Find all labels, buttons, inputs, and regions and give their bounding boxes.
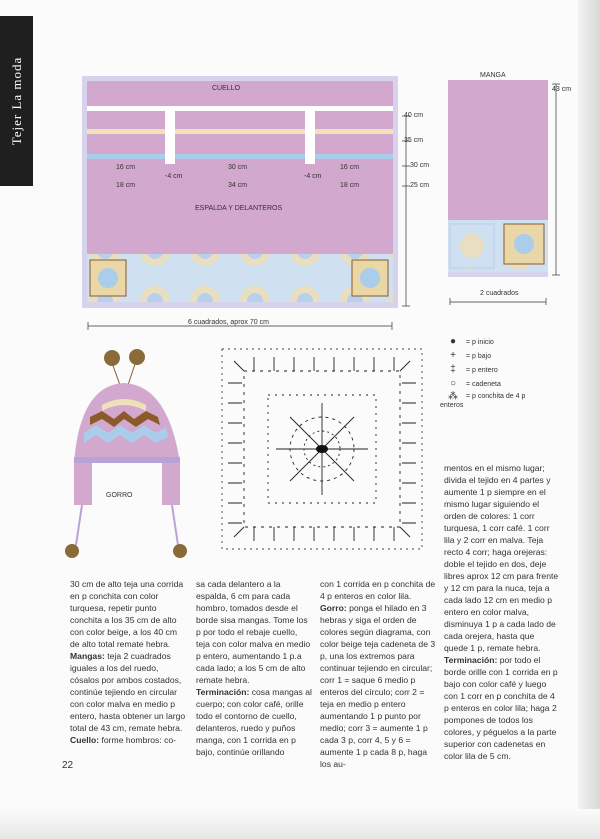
page-bottom-shadow: [0, 809, 600, 839]
gorro-heading: Gorro:: [320, 603, 347, 613]
plus-icon: +: [450, 350, 456, 361]
body-lace-right: [393, 76, 398, 308]
minus-left: -4 cm: [165, 173, 183, 180]
height-40: 40 cm: [404, 112, 424, 119]
squares-row: [87, 254, 393, 302]
cuello-label: CUELLO: [212, 85, 241, 92]
text-column-2: sa cada delantero a la espalda, 6 cm para cada hombro, tomados desde el borde sisa mangas. Tome los p por todo el rebaje cuello, teja con color malva en medio p entero, aumentando 1 p.a cada lado; a los 5 cm de alto remate hebra. Terminación: cosa mangas al cuerpo; con color café, orille todo el contorno de cuello, delanteros, ruedo y puños manga, con 1 corrida en p bajo, continúe orillando: [196, 579, 312, 757]
col2-para1: sa cada delantero a la espalda, 6 cm para cada hombro, tomados desde el borde sisa mangas. Tome los p por todo el rebaje cuello, teja con color malva en medio p entero, aumentando 1 p.a cada lado; a los 5 cm de alto remate hebra.: [196, 579, 311, 685]
terminacion-heading-1: Terminación:: [196, 687, 250, 697]
body-lace-top: [82, 76, 398, 81]
width-total: 6 cuadrados, aprox 70 cm: [188, 319, 269, 326]
pompom-left: [104, 350, 120, 366]
terminacion-heading-2: Terminación:: [444, 655, 498, 665]
height-30: 30 cm: [410, 162, 430, 169]
manga-diagram: [444, 80, 574, 305]
top-width-left: 16 cm: [116, 164, 136, 171]
bottom-width-left: 18 cm: [116, 182, 136, 189]
legend-p-conchita: ⁂ = p conchita de 4 p enteros: [440, 391, 526, 409]
col3-para1: con 1 corrida en p conchita de 4 p enteros en color lila.: [320, 579, 436, 601]
col1-para1: 30 cm de alto teja una corrida en p conchita con color turquesa, repetir punto conchita a los 35 cm de alto con color beige, a los 40 cm de alto total remate hebra.: [70, 579, 184, 649]
hat-label: GORRO: [106, 492, 133, 499]
text-column-1: 30 cm de alto teja una corrida en p conchita con color turquesa, repetir punto conchita a los 35 cm de alto con color beige, a los 40 cm de alto total remate hebra. Mangas: teja 2 cuadrados iguales a los del ruedo, cósalos por ambos costados, continúe tejiendo en circular con color malva en medio p entero, hasta obtener un largo total de 43 cm, remate hebra. Cuello: forme hombros: co-: [70, 579, 186, 745]
body-lace-left: [82, 76, 87, 308]
top-width-right: 16 cm: [340, 164, 360, 171]
text-column-4: mentos en el mismo lugar; divida el tejido en 4 partes y aumente 1 p siempre en el mismo lugar siguiendo el orden de colores: 1 corr turquesa, 1 corr café. 1 corr lila y 2 corr en malva. Teja recto 4 corr; haga orejeras: doble el tejido en dos, deje libres aprox 12 cm para frente y 12 cm para la nuca, teja a cada lado 12 cm en medio p entero en color malva, disminuya 1 p a cada lado de cada orejera, hasta que quede 1 p, remate hebra. Terminación: por todo el borde orille con 1 corrida en p bajo con color café y luego con 1 corr en p conchita de 4 p enteros en color lila; haga 2 pompones de todos los colores, y péguelos a la parte superior con cadenetas en color lila de 5 cm.: [444, 463, 559, 761]
bottom-width-center: 34 cm: [228, 182, 248, 189]
espalda-label: ESPALDA Y DELANTEROS: [195, 205, 283, 212]
shell-stitch-icon: ⁂: [448, 391, 458, 402]
height-25: 25 cm: [410, 182, 430, 189]
hat-illustration: [62, 345, 192, 565]
cuello-heading: Cuello:: [70, 735, 100, 745]
legend-p-entero: ‡ = p entero: [440, 364, 498, 375]
height-35: 35 cm: [404, 137, 424, 144]
manga-height: 43 cm: [552, 86, 572, 93]
double-crochet-icon: ‡: [450, 364, 456, 375]
legend-p-inicio: ● = p inicio: [440, 336, 494, 347]
crochet-stitch-chart: [214, 343, 432, 555]
bottom-width-right: 18 cm: [340, 182, 360, 189]
page-number: 22: [62, 760, 74, 771]
legend-cadeneta: ○ = cadeneta: [440, 378, 501, 389]
page-edge-shadow: [578, 0, 600, 839]
pompom-ear-left: [65, 544, 79, 558]
col4-para1: mentos en el mismo lugar; divida el tejido en 4 partes y aumente 1 p siempre en el mismo lugar siguiendo el orden de colores: 1 corr turquesa, 1 corr café. 1 corr lila y 2 corr en malva. Teja recto 4 corr; haga orejeras: doble el tejido en dos, deje libres aprox 12 cm para frente y 12 cm para la nuca, teja a cada lado 12 cm en medio p entero en color malva, disminuya 1 p a cada lado de cada orejera, hasta que quede 1 p, remate hebra.: [444, 463, 559, 653]
minus-right: -4 cm: [304, 173, 322, 180]
chain-icon: ○: [449, 378, 457, 389]
text-column-3: con 1 corrida en p conchita de 4 p enteros en color lila. Gorro: ponga el hilado en 3 hebras y siga el orden de colores según diagrama, con color beige teja cadeneta de 3 p, una los extremos para continuar tejiendo en circular; corr 1 = saque 6 medio p enteros del círculo; corr 2 = teja en medio p entero aumentando 1 p punto por medio; corr 3 = aumente 1 p cada 3 p, corr 4, 5 y 6 = aumente 1 p cada 8 p, haga los au-: [320, 579, 436, 769]
pompom-right: [129, 349, 145, 365]
section-tab-label: Tejer La moda: [8, 56, 24, 146]
section-tab: [0, 16, 33, 186]
legend-p-bajo: + = p bajo: [440, 350, 491, 361]
pompom-ear-right: [173, 544, 187, 558]
mangas-heading: Mangas:: [70, 651, 105, 661]
manga-width: 2 cuadrados: [480, 290, 519, 297]
top-width-center: 30 cm: [228, 164, 248, 171]
dot-icon: ●: [449, 336, 457, 347]
chart-center-dot: [316, 445, 328, 453]
manga-title: MANGA: [480, 72, 506, 79]
